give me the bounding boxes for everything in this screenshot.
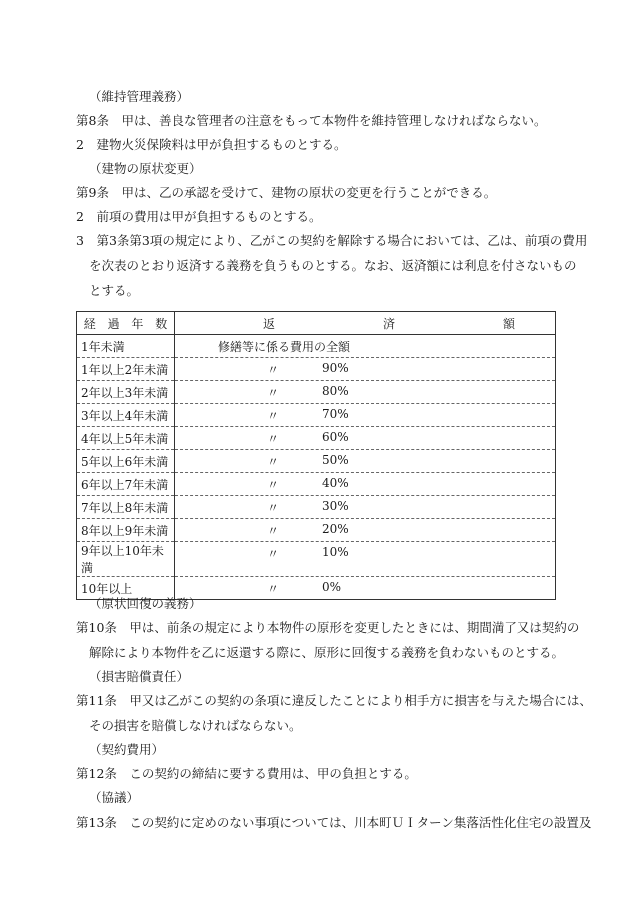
article-11-line-2: その損害を賠償しなければならない。 (89, 718, 302, 733)
ditto-mark: 〃 (267, 547, 280, 561)
amount-cell (175, 577, 556, 600)
article-9-clause-3-line-2: を次表のとおり返済する義務を負うものとする。なお、返済額には利息を付さないもの (89, 258, 577, 273)
article-9-clause-3-line-3: とする。 (89, 283, 140, 298)
table-row (77, 473, 556, 496)
article-9-heading: （建物の原状変更） (89, 161, 202, 176)
period-cell: 2年以上3年未満 (77, 381, 175, 404)
header-char: 数 (155, 316, 168, 331)
amount-cell (175, 381, 556, 404)
refund-percent: 50% (322, 453, 349, 467)
refund-percent: 10% (322, 545, 349, 559)
refund-percent: 60% (322, 430, 349, 444)
ditto-mark: 〃 (267, 432, 280, 446)
amount-cell (175, 335, 556, 358)
amount-cell (175, 496, 556, 519)
article-10-line-2: 解除により本物件を乙に返還する際に、原形に回復する義務を負わないものとする。 (89, 645, 565, 660)
header-char: 過 (107, 316, 120, 331)
period-cell: 1年未満 (77, 335, 175, 358)
period-cell: 1年以上2年未満 (77, 358, 175, 381)
article-11-line-1: 第11条 甲又は乙がこの契約の条項に違反したことにより相手方に損害を与えた場合には、 (76, 693, 592, 708)
header-char: 年 (131, 316, 144, 331)
article-8-heading: （維持管理義務） (89, 89, 190, 104)
amount-cell (175, 542, 556, 577)
table-row (77, 519, 556, 542)
article-12-heading: （契約費用） (89, 742, 165, 757)
amount-cell (175, 427, 556, 450)
article-12-line-1: 第12条 この契約の締結に要する費用は、甲の負担とする。 (76, 766, 417, 781)
period-cell: 7年以上8年未満 (77, 496, 175, 519)
article-11-heading: （損害賠償責任） (89, 669, 190, 684)
period-cell: 6年以上7年未満 (77, 473, 175, 496)
period-cell: 4年以上5年未満 (77, 427, 175, 450)
table-header-row (77, 312, 556, 335)
amount-cell (175, 404, 556, 427)
header-char: 返 (263, 317, 276, 331)
table-row (77, 381, 556, 404)
header-refund-amount (175, 312, 556, 335)
refund-percent: 20% (322, 522, 349, 536)
refund-schedule-table (76, 311, 556, 600)
table-row (77, 496, 556, 519)
ditto-mark: 〃 (267, 582, 280, 596)
header-char: 額 (503, 317, 516, 331)
table-row (77, 335, 556, 358)
article-8-clause-1: 第8条 甲は、善良な管理者の注意をもって本物件を維持管理しなければならない。 (76, 113, 547, 128)
period-cell: 10年以上 (77, 577, 175, 600)
table-row (77, 542, 556, 577)
header-char: 経 (83, 316, 96, 331)
article-8-clause-2: 2 建物火災保険料は甲が負担するものとする。 (76, 137, 347, 152)
period-cell: 8年以上9年未満 (77, 519, 175, 542)
header-char: 済 (383, 317, 396, 331)
article-10-line-1: 第10条 甲は、前条の規定により本物件の原形を変更したときには、期間満了又は契約の (76, 620, 580, 635)
refund-percent: 80% (322, 384, 349, 398)
ditto-mark: 〃 (267, 524, 280, 538)
refund-percent: 70% (322, 407, 349, 421)
ditto-mark: 〃 (267, 455, 280, 469)
article-9-clause-1: 第9条 甲は、乙の承認を受けて、建物の原状の変更を行うことができる。 (76, 185, 497, 200)
amount-cell (175, 358, 556, 381)
article-9-clause-3-line-1: 3 第3条第3項の規定により、乙がこの契約を解除する場合においては、乙は、前項の費用 (76, 233, 588, 248)
refund-percent: 40% (322, 476, 349, 490)
period-cell: 9年以上10年未満 (77, 542, 175, 577)
ditto-mark: 〃 (267, 501, 280, 515)
amount-cell (175, 519, 556, 542)
table-row (77, 404, 556, 427)
article-13-heading: （協議） (89, 790, 140, 805)
refund-percent: 90% (322, 361, 349, 375)
ditto-mark: 〃 (267, 409, 280, 423)
period-cell: 3年以上4年未満 (77, 404, 175, 427)
header-elapsed-years (77, 312, 175, 335)
full-amount-text: 修繕等に係る費用の全額 (218, 340, 351, 354)
period-cell: 5年以上6年未満 (77, 450, 175, 473)
refund-percent: 0% (322, 580, 342, 594)
article-9-clause-2: 2 前項の費用は甲が負担するものとする。 (76, 209, 322, 224)
ditto-mark: 〃 (267, 478, 280, 492)
amount-cell (175, 450, 556, 473)
table-row (77, 358, 556, 381)
ditto-mark: 〃 (267, 386, 280, 400)
amount-cell (175, 473, 556, 496)
table-row (77, 450, 556, 473)
article-13-line-1: 第13条 この契約に定めのない事項については、川本町ＵＩターン集落活性化住宅の設置及 (76, 815, 592, 830)
article-10-heading: （原状回復の義務） (89, 596, 202, 611)
refund-percent: 30% (322, 499, 349, 513)
table-row (77, 427, 556, 450)
ditto-mark: 〃 (267, 363, 280, 377)
